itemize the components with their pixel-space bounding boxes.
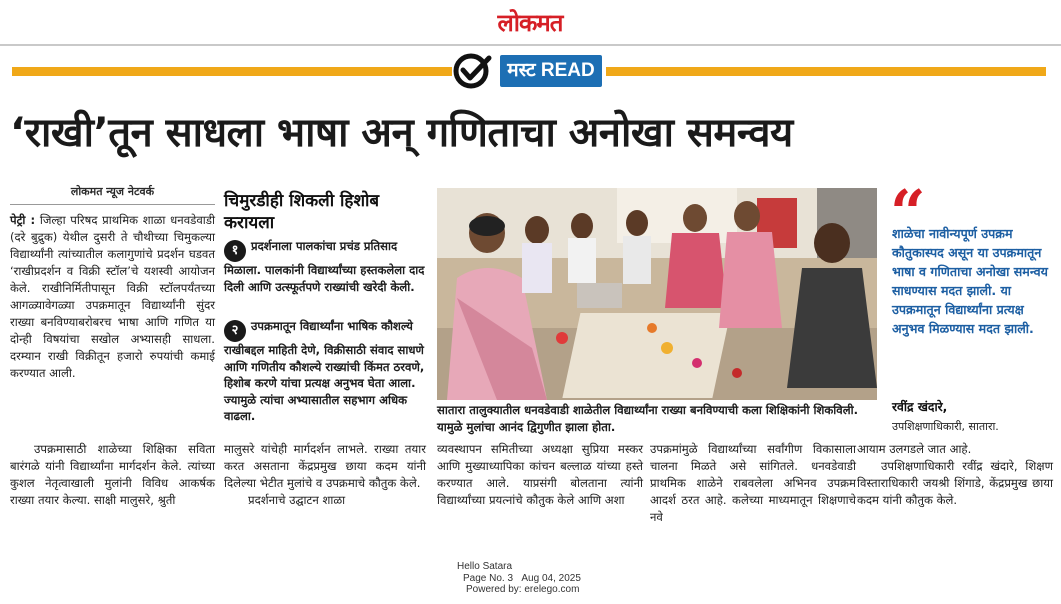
article-text-col5b: उपशिक्षणाधिकारी रवींद्र खंदारे, शिक्षण विस्ताराधिकारी जयश्री शिंगाडे, केंद्रप्रमुख छाया कदम यांनी कौतुक केले. (857, 459, 1053, 507)
quote-author: रवींद्र खंदारे, (892, 400, 948, 414)
sidebar-point-2 (224, 318, 426, 425)
article-column-3: व्यवस्थापन समितीच्या अध्यक्षा सुप्रिया मस्कर आणि मुख्याध्यापिका कांचन बल्लाळ यांच्या हस्ते करण्यात आले. याप्रसंगी बोलताना त्यांनी विद्यार्थ्यांच्या प्रयत्नांचे कौतुक केले आणि अशा (437, 442, 643, 507)
news-photo[interactable] (437, 188, 877, 400)
quote-mark-icon: “ (890, 176, 926, 249)
footer-page-number: Page No. 3 (463, 572, 514, 584)
article-column-5 (857, 441, 1053, 509)
article-column-2 (224, 441, 426, 509)
dateline: पेट्री : (10, 213, 36, 227)
byline-divider (10, 204, 215, 205)
article-text-col5: आयाम उलगडले जात आहे. (857, 442, 972, 456)
footer-edition: Hello Satara (457, 561, 513, 572)
sidebar-point-1 (224, 238, 426, 295)
masthead-divider (0, 44, 1061, 46)
article-paragraph-2 (10, 441, 215, 509)
sidebar-title: चिमुरडीही शिकली हिशोब करायला (224, 191, 380, 233)
point-text-2: उपक्रमातून विद्यार्थ्यांना भाषिक कौशल्ये राखीबद्दल माहिती देणे, विक्रीसाठी संवाद साधणे आणि गणितीय कौशल्ये राख्यांची किंमत ठरवणे, हिशोब करणे यांचा प्रत्यक्ष अनुभव घेता आला. ज्यामुळे त्यांचा अभ्यासातील सहभाग अधिक वाढला. (224, 319, 425, 423)
article-paragraph-1 (10, 212, 215, 382)
must-read-band-right (606, 67, 1046, 76)
check-circle-icon (453, 53, 493, 89)
must-read-band-left (12, 67, 452, 76)
article-text-1: जिल्हा परिषद प्राथमिक शाळा धनवडेवाडी (दरे बुद्रुक) येथील दुसरी ते चौथीच्या चिमुकल्या विद्यार्थ्यांनी त्यांच्यातील कलागुणांचे प्रदर्शन घडवत ‘राखीप्रदर्शन व विक्री स्टॉल’चे यशस्वी आयोजन केले. राखीनिर्मितीपासून विक्री स्टॉलपर्यंतच्या आगळ्यावेगळ्या उपक्रमातून विद्यार्थ्यांनी सुंदर राख्या बनविण्याबरोबरच भाषा आणि गणित या दोन्ही विषयांचा सखोल अभ्यासही साधला. दरम्यान राखी विक्रीतून हजारो रुपयांची कमाई करण्यात आली. (10, 213, 215, 380)
point-text-1: प्रदर्शनाला पालकांचा प्रचंड प्रतिसाद मिळाला. पालकांनी विद्यार्थ्यांच्या हस्तकलेला दाद दिली आणि उत्स्फूर्तपणे राख्यांची खरेदी केली. (224, 239, 425, 294)
article-text-2: उपक्रमासाठी शाळेच्या शिक्षिका सविता बारंगळे यांनी विद्यार्थ्यांना मार्गदर्शन केले. त्यांच्या कुशल नेतृत्वाखाली मुलांनी विविध आकर्षक राख्या तयार केल्या. साक्षी मालुसरे, श्रुती (10, 442, 215, 507)
footer-powered-by[interactable]: Powered by: erelego.com (466, 584, 580, 595)
article-text-col2: मालुसरे यांचेही मार्गदर्शन लाभले. राख्या तयार करत असताना केंद्रप्रमुख छाया कदम यांनी दिलेल्या भेटीत मुलांचे व उपक्रमाचे कौतुक केले. (224, 442, 426, 490)
byline: लोकमत न्यूज नेटवर्क (70, 185, 155, 198)
photo-caption: सातारा तालुक्यातील धनवडेवाडी शाळेतील विद्यार्थ्यांना राख्या बनविण्याची कला शिक्षिकांनी शिकविली. यामुळे मुलांचा आनंद द्विगुणीत झाला होता. (437, 403, 859, 434)
article-text-col2b: प्रदर्शनाचे उद्घाटन शाळा (248, 493, 346, 507)
point-number-1: १ (224, 240, 246, 262)
footer-page-date (430, 573, 630, 585)
headline: ‘राखी’तून साधला भाषा अन् गणिताचा अनोखा समन्वय (10, 110, 793, 156)
page-footer (430, 561, 630, 596)
pull-quote: शाळेचा नावीन्यपूर्ण उपक्रम कौतुकास्पद असून या उपक्रमातून भाषा व गणिताचा अनोखा समन्वय साधण्यास मदत झाली. या उपक्रमातून विद्यार्थ्यांना प्रत्यक्ष अनुभव मिळण्यास मदत झाली. (892, 226, 1048, 336)
quote-author-role: उपशिक्षणाधिकारी, सातारा. (892, 420, 999, 433)
photo-illustration (437, 188, 877, 400)
article-column-4: उपक्रमांमुळे विद्यार्थ्यांच्या सर्वांगीण विकासाला चालना मिळते असे सांगितले. धनवडेवाडी प्राथमिक शाळेने राबवलेला अभिनव उपक्रम आदर्श ठरत आहे. कलेच्या माध्यमातून शिक्षणाचे नवे (650, 442, 856, 524)
point-number-2: २ (224, 320, 246, 342)
must-read-badge: मस्ट READ (500, 55, 602, 87)
footer-date: Aug 04, 2025 (521, 572, 581, 584)
lokmat-logo[interactable]: लोकमत (497, 8, 563, 37)
